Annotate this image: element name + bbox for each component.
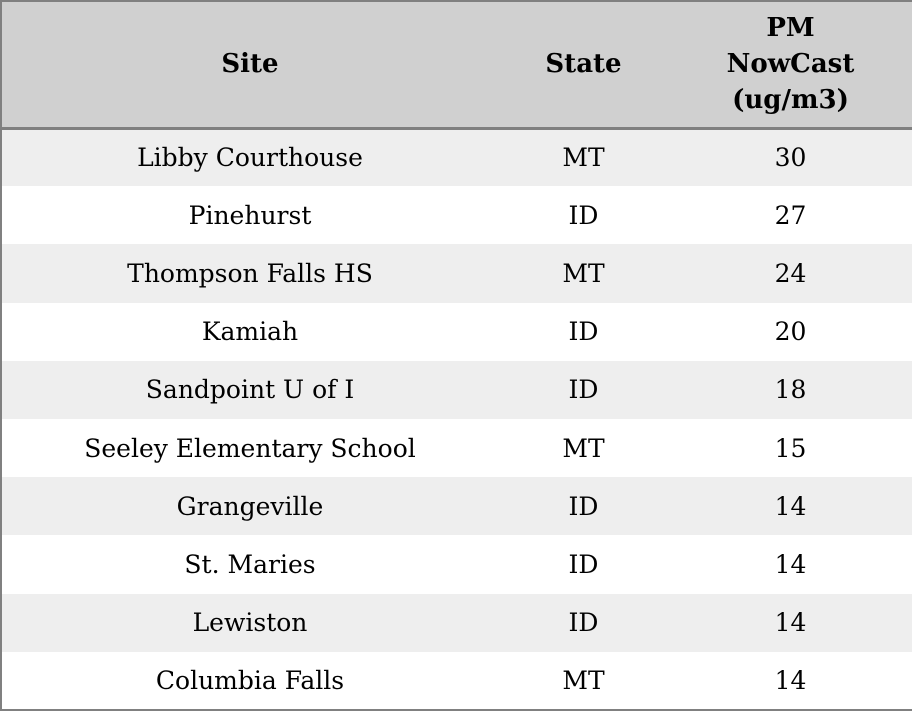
cell-pm: 18 [669,361,912,419]
header-row [1,1,912,128]
cell-site: Columbia Falls [1,652,498,710]
cell-site: Seeley Elementary School [1,419,498,477]
cell-state: ID [498,594,669,652]
cell-site: Lewiston [1,594,498,652]
table-row [1,419,912,477]
cell-pm: 15 [669,419,912,477]
column-header-state [498,1,669,128]
column-header-pm-nowcast [669,1,912,128]
table-row [1,244,912,302]
column-header-state-label: State [545,49,622,80]
cell-state: ID [498,361,669,419]
table-row [1,477,912,535]
table-body [1,128,912,710]
column-header-pm-nowcast-label: PM NowCast (ug/m3) [726,13,855,116]
cell-state: MT [498,652,669,710]
table-row [1,361,912,419]
cell-pm: 30 [669,128,912,186]
cell-pm: 24 [669,244,912,302]
cell-state: MT [498,128,669,186]
cell-state: ID [498,303,669,361]
table-row [1,594,912,652]
table-row [1,186,912,244]
cell-pm: 27 [669,186,912,244]
column-header-site [1,1,498,128]
cell-pm: 14 [669,477,912,535]
table-row [1,303,912,361]
cell-state: ID [498,477,669,535]
cell-site: Grangeville [1,477,498,535]
table-header [1,1,912,128]
cell-pm: 20 [669,303,912,361]
table-row [1,535,912,593]
cell-state: MT [498,419,669,477]
table-row [1,652,912,710]
cell-state: ID [498,186,669,244]
cell-pm: 14 [669,594,912,652]
cell-site: St. Maries [1,535,498,593]
cell-site: Kamiah [1,303,498,361]
cell-site: Libby Courthouse [1,128,498,186]
cell-state: MT [498,244,669,302]
table-row [1,128,912,186]
cell-state: ID [498,535,669,593]
cell-site: Sandpoint U of I [1,361,498,419]
cell-pm: 14 [669,535,912,593]
cell-site: Thompson Falls HS [1,244,498,302]
cell-site: Pinehurst [1,186,498,244]
column-header-site-label: Site [221,49,279,80]
cell-pm: 14 [669,652,912,710]
